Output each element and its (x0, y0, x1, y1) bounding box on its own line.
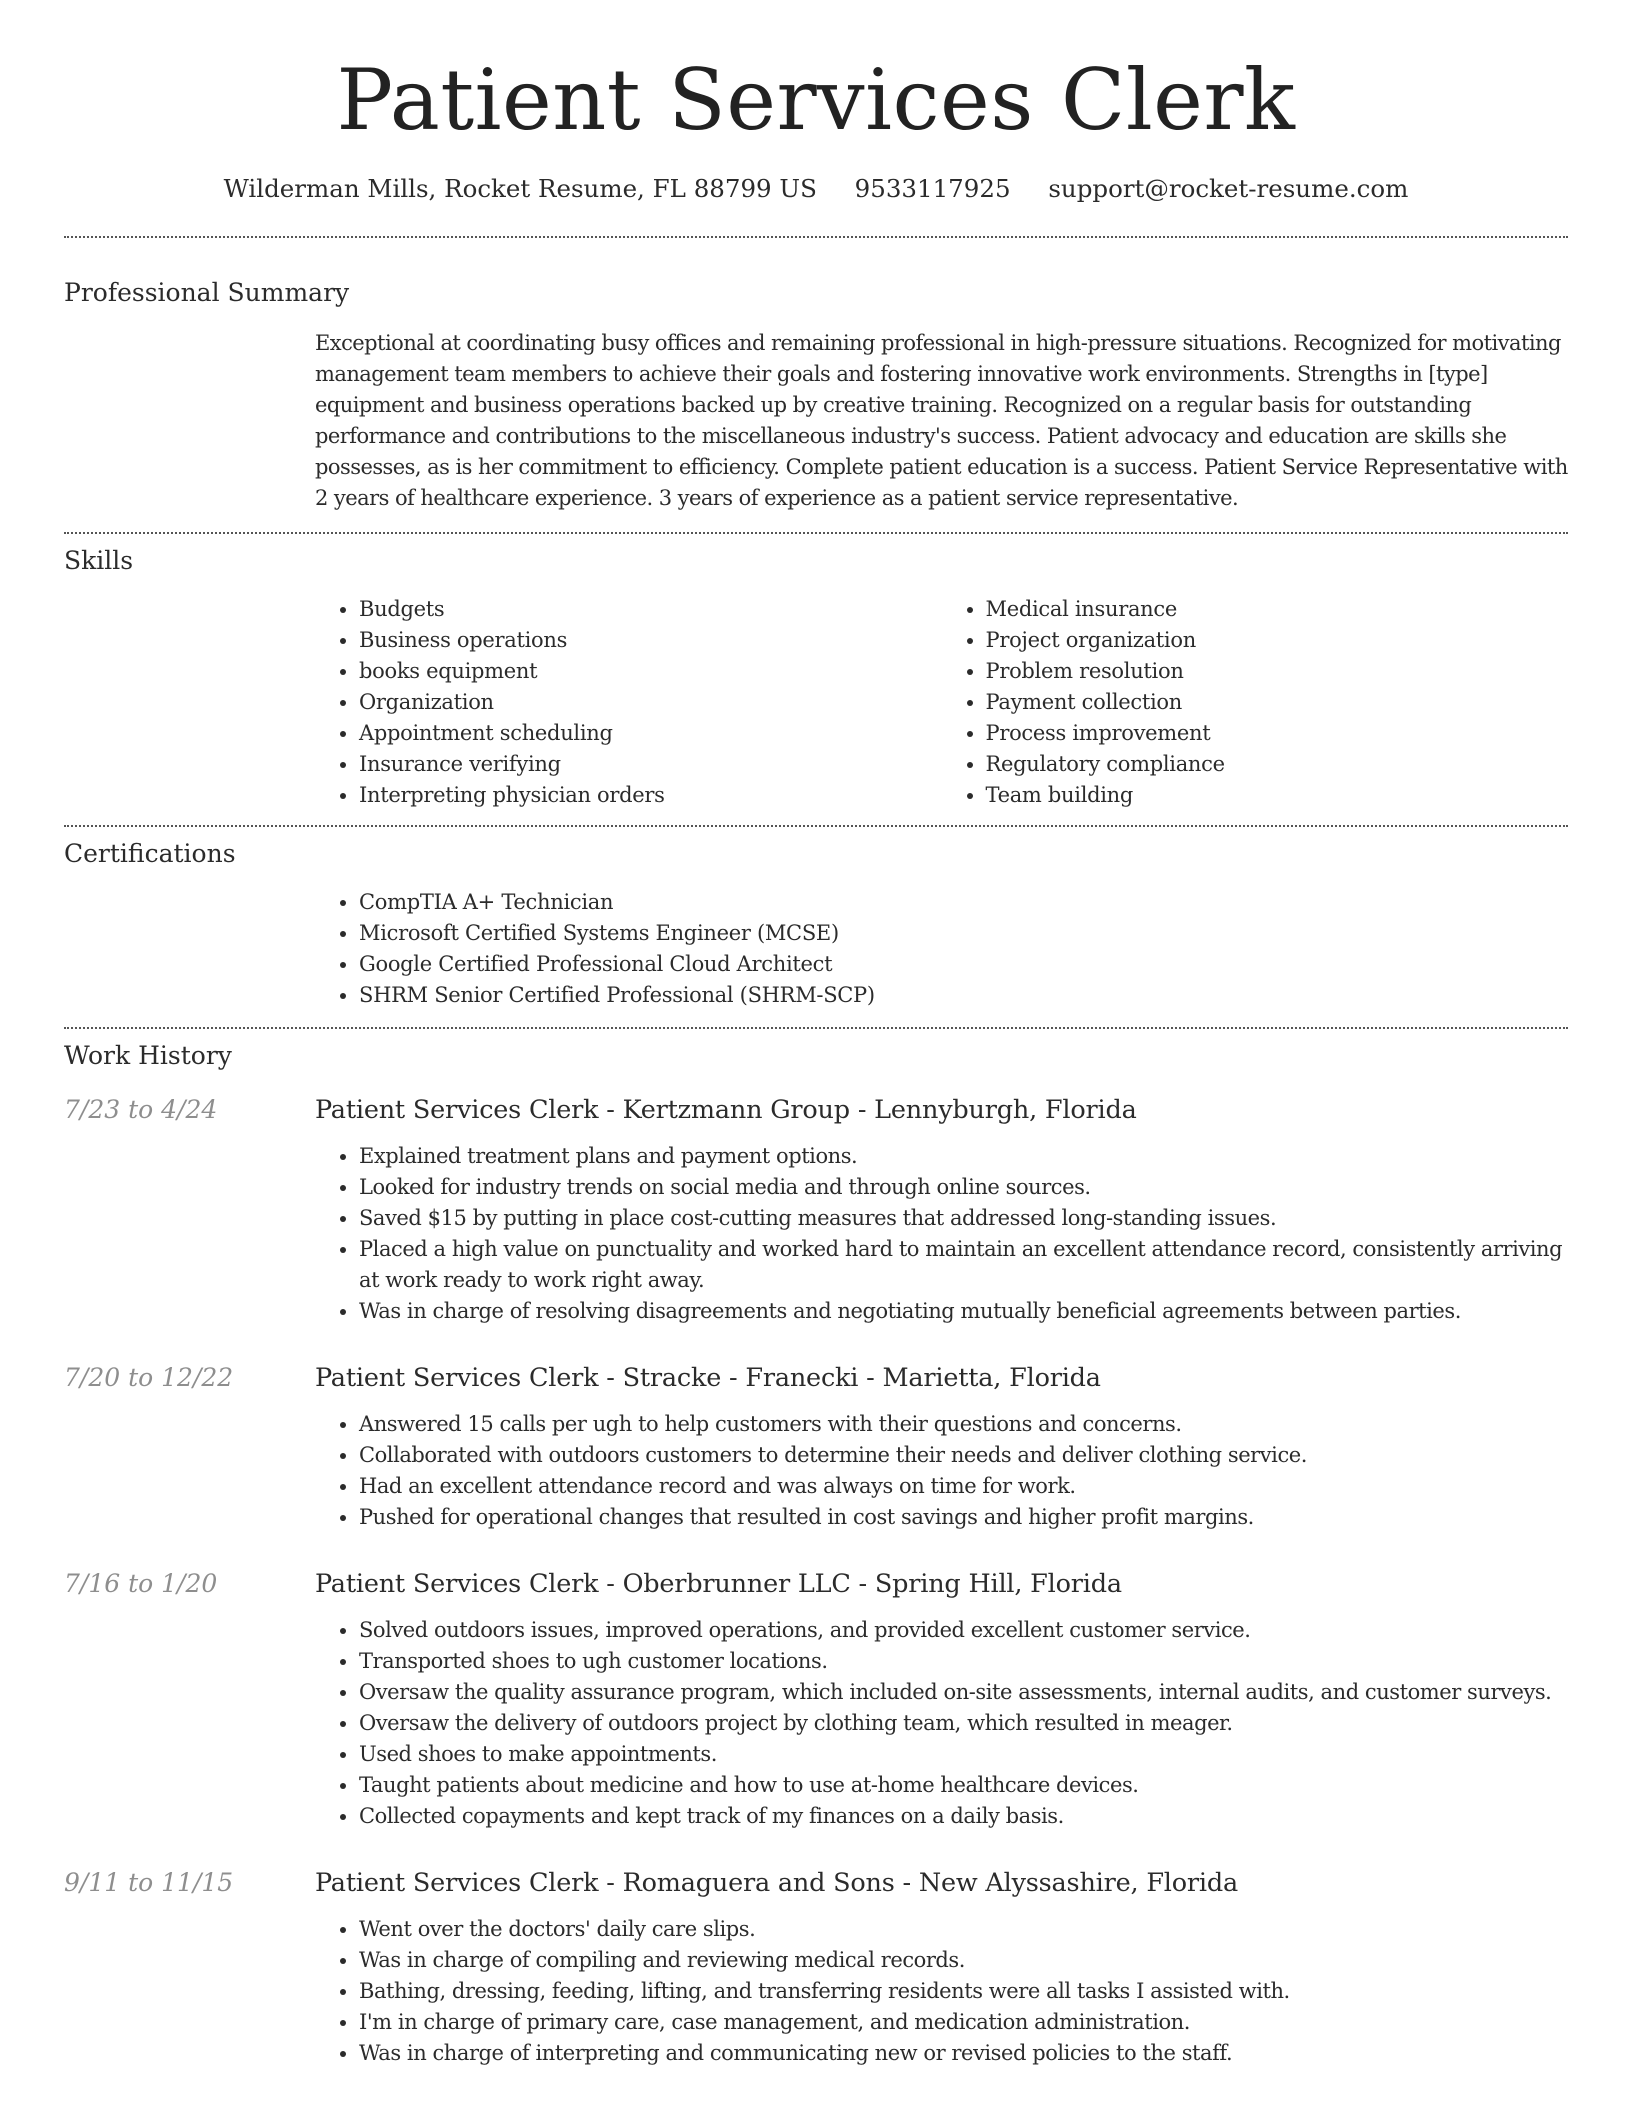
divider (64, 1027, 1568, 1029)
job-entry (64, 1567, 1568, 1832)
job-bullet: • I'm in charge of primary care, case management, and medication administration. (359, 2007, 1568, 2038)
job-dates: 9/11 to 11/15 (64, 1868, 234, 1897)
job-bullet: • Collected copayments and kept track of my finances on a daily basis. (359, 1801, 1568, 1832)
job-title: Patient Services Clerk - Kertzmann Group - Lennyburgh, Florida (315, 1095, 1137, 1125)
job-bullet: • Had an excellent attendance record and was always on time for work. (359, 1471, 1568, 1502)
divider (64, 236, 1568, 238)
job-bullet: • Pushed for operational changes that resulted in cost savings and higher profit margins. (359, 1502, 1568, 1533)
job-dates: 7/20 to 12/22 (64, 1363, 234, 1392)
job-bullet: • Answered 15 calls per ugh to help customers with their questions and concerns. (359, 1409, 1568, 1440)
job-title: Patient Services Clerk - Romaguera and Sons - New Alyssashire, Florida (315, 1868, 1238, 1898)
certification-item: • CompTIA A+ Technician (359, 887, 1568, 918)
skill-item: • Medical insurance (986, 594, 1569, 625)
job-entry (64, 1093, 1568, 1327)
job-title: Patient Services Clerk - Stracke - Franecki - Marietta, Florida (315, 1363, 1101, 1393)
job-bullets (315, 1914, 1568, 2069)
job-bullet: • Looked for industry trends on social media and through online sources. (359, 1172, 1568, 1203)
job-bullet: • Bathing, dressing, feeding, lifting, and transferring residents were all tasks I assisted with. (359, 1976, 1568, 2007)
job-body (315, 1093, 1568, 1327)
divider (64, 825, 1568, 827)
job-bullets (315, 1615, 1568, 1832)
section-title-work-history: Work History (64, 1041, 232, 1070)
skill-item: • Regulatory compliance (986, 749, 1569, 780)
job-body (315, 1866, 1568, 2069)
skills-list-right (942, 594, 1569, 811)
job-body (315, 1567, 1568, 1832)
job-bullet: • Oversaw the delivery of outdoors project by clothing team, which resulted in meager. (359, 1708, 1568, 1739)
skill-item: • Organization (359, 687, 942, 718)
job-bullet: • Went over the doctors' daily care slips. (359, 1914, 1568, 1945)
job-body (315, 1361, 1568, 1533)
job-bullet: • Was in charge of interpreting and communicating new or revised policies to the staff. (359, 2038, 1568, 2069)
contact-email: support@rocket-resume.com (1048, 174, 1409, 203)
skill-item: • books equipment (359, 656, 942, 687)
skill-item: • Business operations (359, 625, 942, 656)
contact-line (64, 172, 1568, 206)
certification-item: • SHRM Senior Certified Professional (SHRM-SCP) (359, 980, 1568, 1011)
job-bullet: • Used shoes to make appointments. (359, 1739, 1568, 1770)
divider (64, 532, 1568, 534)
job-bullets (315, 1409, 1568, 1533)
skill-item: • Insurance verifying (359, 749, 942, 780)
skills-list-left (315, 594, 942, 811)
skill-item: • Payment collection (986, 687, 1569, 718)
resume-name: Patient Services Clerk (336, 51, 1296, 149)
job-bullet: • Explained treatment plans and payment options. (359, 1141, 1568, 1172)
certifications-list (315, 887, 1568, 1011)
job-bullets (315, 1141, 1568, 1327)
job-bullet: • Oversaw the quality assurance program, which included on-site assessments, internal audits, and customer surveys. (359, 1677, 1568, 1708)
contact-address: Wilderman Mills, Rocket Resume, FL 88799 US (223, 174, 817, 203)
skill-item: • Team building (986, 780, 1569, 811)
job-entry (64, 1361, 1568, 1533)
job-dates: 7/23 to 4/24 (64, 1095, 218, 1124)
section-title-certifications: Certifications (64, 839, 236, 868)
skills-columns (315, 594, 1568, 811)
skill-item: • Project organization (986, 625, 1569, 656)
certification-item: • Microsoft Certified Systems Engineer (MCSE) (359, 918, 1568, 949)
job-bullet: • Placed a high value on punctuality and worked hard to maintain an excellent attendance record, consistently arriving at work ready to work right away. (359, 1234, 1568, 1296)
contact-phone: 9533117925 (854, 174, 1011, 203)
skill-item: • Problem resolution (986, 656, 1569, 687)
job-dates: 7/16 to 1/20 (64, 1569, 218, 1598)
job-bullet: • Was in charge of resolving disagreements and negotiating mutually beneficial agreements between parties. (359, 1296, 1568, 1327)
section-title-summary: Professional Summary (64, 278, 350, 307)
job-entry (64, 1866, 1568, 2069)
job-bullet: • Taught patients about medicine and how to use at-home healthcare devices. (359, 1770, 1568, 1801)
certification-item: • Google Certified Professional Cloud Architect (359, 949, 1568, 980)
skill-item: • Process improvement (986, 718, 1569, 749)
job-bullet: • Solved outdoors issues, improved operations, and provided excellent customer service. (359, 1615, 1568, 1646)
job-bullet: • Collaborated with outdoors customers to determine their needs and deliver clothing service. (359, 1440, 1568, 1471)
skill-item: • Budgets (359, 594, 942, 625)
job-bullet: • Saved $15 by putting in place cost-cutting measures that addressed long-standing issues. (359, 1203, 1568, 1234)
skill-item: • Appointment scheduling (359, 718, 942, 749)
job-title: Patient Services Clerk - Oberbrunner LLC - Spring Hill, Florida (315, 1569, 1122, 1599)
job-bullet: • Was in charge of compiling and reviewing medical records. (359, 1945, 1568, 1976)
section-title-skills: Skills (64, 546, 134, 575)
certifications-block (315, 887, 1568, 1011)
job-bullet: • Transported shoes to ugh customer locations. (359, 1646, 1568, 1677)
summary-text: Exceptional at coordinating busy offices and remaining professional in high-pressure situations. Recognized for motivating management team members to achieve their goals and fostering innovative work environments. Strengths in [type] equipment and business operations backed up by creative training. Recognized on a regular basis for outstanding performance and contributions to the miscellaneous industry's success. Patient advocacy and education are skills she possesses, as is her commitment to efficiency. Complete patient education is a success. Patient Service Representative with 2 years of healthcare experience. 3 years of experience as a patient service representative. (315, 331, 1568, 510)
skill-item: • Interpreting physician orders (359, 780, 942, 811)
